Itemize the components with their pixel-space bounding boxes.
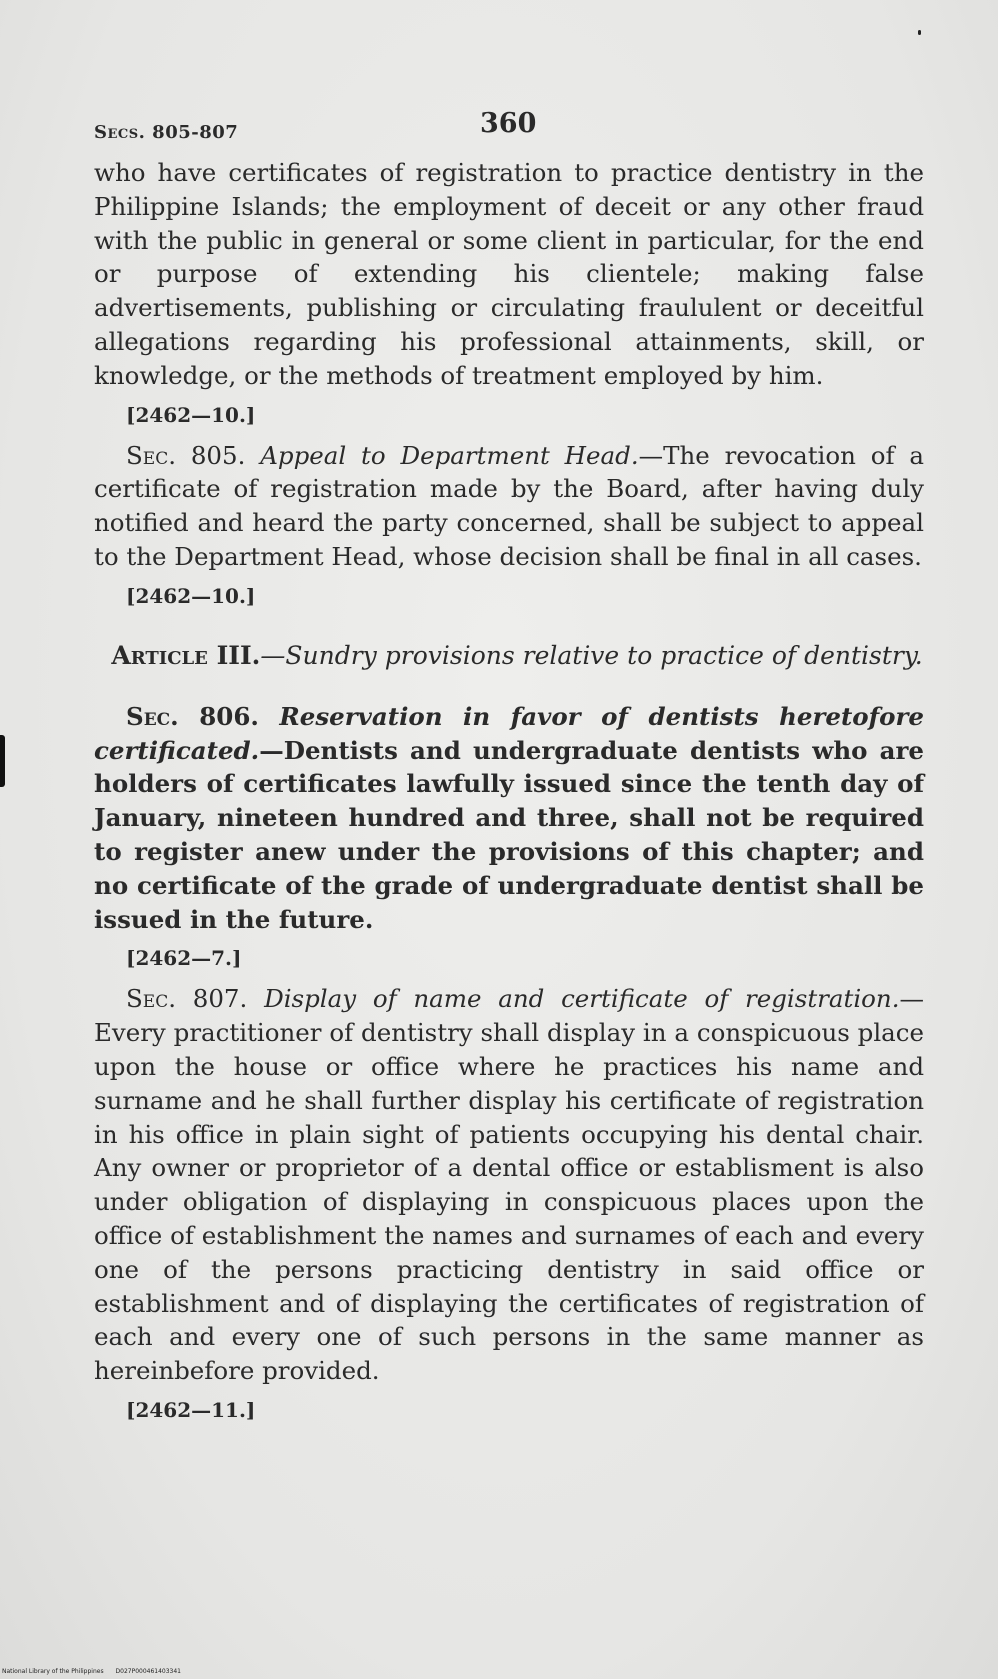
citation: [2462—11.] xyxy=(126,1397,256,1422)
page-number: 360 xyxy=(480,108,537,139)
citation: [2462—10.] xyxy=(126,583,256,608)
section-catchline: Appeal to Department Head. xyxy=(260,440,639,470)
citation: [2462—10.] xyxy=(126,402,256,427)
article-heading xyxy=(110,638,924,674)
scan-footer xyxy=(2,1668,191,1675)
item-code: D027P000461403341 xyxy=(115,1668,181,1675)
section-805 xyxy=(94,439,924,574)
section-label: Sec. 806. xyxy=(126,701,259,731)
section-text: —Dentists and undergraduate dentists who are holders of certificates lawfully issued since the tenth day of January, nineteen hundred and three, shall not be required to register anew under the provisions of this chapter; and no certificate of the grade of undergraduate dentist shall be issued in the future. xyxy=(94,735,924,934)
section-807 xyxy=(94,982,924,1388)
section-text: —The revocation of a certificate of registration made by the Board, after having duly notified and heard the party concerned, shall be subject to appeal to the Department Head, whose decision shall be final in all cases. xyxy=(94,440,924,571)
library-name: National Library of the Philippines xyxy=(2,1668,104,1675)
section-text: — Every practitioner of dentistry shall display in a conspicuous place upon the house or office where he practices his name and surname and he shall further display his certificate of registration in his office in plain sight of patients occupying his dental chair. Any owner or proprietor of a dental office or establisment is also under obligation of displaying in conspicuous places upon the office of establishment the names and surnames of each and every one of the persons practicing dentistry in said office or establishment and of displaying the certificates of registration of each and every one of such persons in the same manner as hereinbefore provided. xyxy=(94,984,924,1386)
article-title: —Sundry provisions relative to practice of dentistry. xyxy=(260,640,923,670)
section-label: Sec. 807. xyxy=(126,984,248,1014)
continuation-paragraph: who have certificates of registration to practice dentistry in the Philippine Islands; the employment of deceit or any other fraud with the public in general or some client in particular, for the end or purpose of extending his clientele; making false advertisements, publishing or circulating fraululent or deceitful allegations regarding his professional attainments, skill, or knowledge, or the methods of treatment employed by him. xyxy=(94,158,924,390)
section-806 xyxy=(94,700,924,937)
citation: [2462—7.] xyxy=(126,946,242,971)
page-speck xyxy=(918,30,921,35)
article-label: Article III. xyxy=(111,640,261,670)
section-catchline: Display of name and certificate of registration. xyxy=(264,984,900,1014)
running-head xyxy=(94,108,914,148)
binding-mark xyxy=(0,735,5,787)
section-range: Secs. 805-807 xyxy=(94,122,239,143)
section-label: Sec. 805. xyxy=(126,440,246,470)
section-catchline: Reservation in favor of dentists heretofore certificated. xyxy=(94,701,924,765)
body-text xyxy=(94,156,924,1434)
